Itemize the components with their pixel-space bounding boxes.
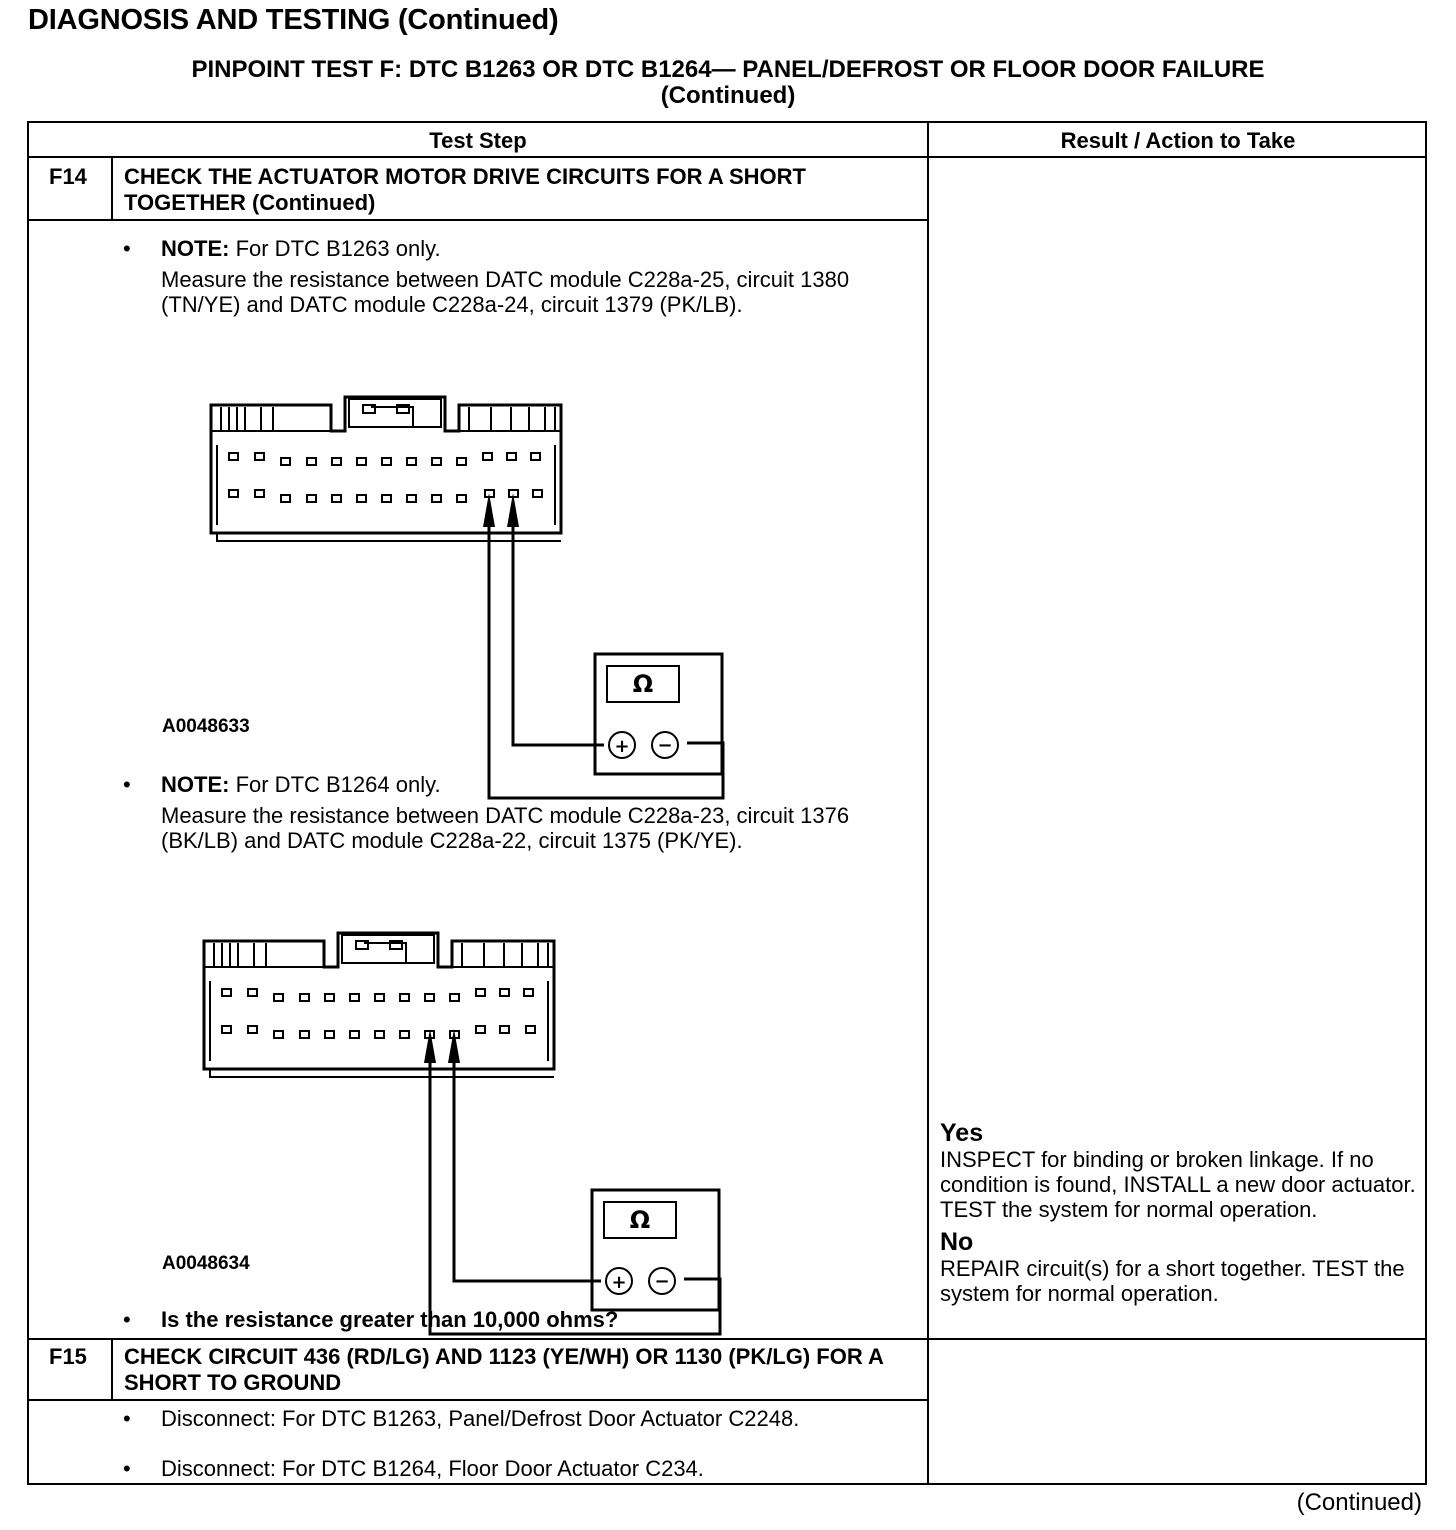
note-detail: Measure the resistance between DATC module C228a-25, circuit 1380 (TN/YE) and DATC module C228a-24, circuit 1379 (PK/LB). — [161, 267, 850, 317]
note-detail: Measure the resistance between DATC module C228a-23, circuit 1376 (BK/LB) and DATC module C228a-22, circuit 1375 (PK/YE). — [161, 803, 850, 853]
plus-terminal: + — [611, 1272, 627, 1293]
note-text: For DTC B1263 only. — [229, 236, 441, 261]
disconnect-b1263 — [123, 1406, 901, 1431]
figure-id-a0048634: A0048634 — [162, 1253, 250, 1274]
ohm-symbol: Ω — [629, 1206, 651, 1234]
bullet-marker: • — [123, 236, 131, 261]
note-label: NOTE: — [161, 236, 230, 261]
step-number-f15: F15 — [49, 1344, 87, 1369]
note-label: NOTE: — [161, 772, 230, 797]
minus-terminal: − — [657, 735, 673, 756]
result-yes-text: INSPECT for binding or broken linkage. If no condition is found, INSTALL a new door actuator. TEST the system for normal operation. — [940, 1147, 1416, 1222]
step-title-f14: CHECK THE ACTUATOR MOTOR DRIVE CIRCUITS FOR A SHORT TOGETHER (Continued) — [124, 164, 806, 215]
header-result-action: Result / Action to Take — [1060, 128, 1296, 153]
pinpoint-test-table — [27, 121, 1427, 1485]
result-yes-label: Yes — [940, 1119, 984, 1147]
minus-terminal: − — [654, 1271, 670, 1292]
note-text: For DTC B1264 only. — [229, 772, 441, 797]
resistance-question — [123, 1307, 901, 1332]
f14-end-divider — [29, 1338, 1427, 1340]
bullet-marker: • — [123, 1456, 131, 1481]
column-divider-step-f15 — [111, 1338, 113, 1401]
bullet-marker: • — [123, 1406, 131, 1431]
bullet-marker: • — [123, 1307, 131, 1332]
subtitle-line-2: (Continued) — [660, 82, 796, 109]
result-no-label: No — [940, 1228, 974, 1256]
page-title: DIAGNOSIS AND TESTING (Continued) — [28, 4, 559, 36]
result-f14 — [940, 1119, 1420, 1306]
column-divider-result — [927, 123, 929, 1485]
subtitle-line-1: PINPOINT TEST F: DTC B1263 OR DTC B1264— PANEL/DEFROST OR FLOOR DOOR FAILURE — [191, 56, 1265, 83]
f15-title-divider — [29, 1399, 927, 1401]
step-number-f14: F14 — [49, 164, 87, 189]
continued-footer: (Continued) — [1296, 1489, 1422, 1516]
question-text: Is the resistance greater than 10,000 ohms? — [161, 1307, 619, 1332]
ohm-symbol: Ω — [632, 670, 654, 698]
figure-id-a0048633: A0048633 — [162, 716, 250, 737]
disconnect-b1264 — [123, 1456, 901, 1481]
header-divider — [29, 156, 1427, 158]
result-no-text: REPAIR circuit(s) for a short together. TEST the system for normal operation. — [940, 1256, 1405, 1306]
f14-title-divider — [29, 219, 927, 221]
header-test-step: Test Step — [429, 128, 527, 153]
bullet-text: Disconnect: For DTC B1264, Floor Door Actuator C234. — [161, 1456, 704, 1481]
plus-terminal: + — [614, 736, 630, 757]
pinpoint-test-title — [28, 57, 1428, 109]
bullet-text: Disconnect: For DTC B1263, Panel/Defrost Door Actuator C2248. — [161, 1406, 800, 1431]
note-b1264 — [123, 772, 901, 853]
bullet-marker: • — [123, 772, 131, 797]
step-title-f15: CHECK CIRCUIT 436 (RD/LG) AND 1123 (YE/WH) OR 1130 (PK/LG) FOR A SHORT TO GROUND — [124, 1344, 884, 1395]
note-b1263 — [123, 236, 901, 317]
column-divider-step-f14 — [111, 158, 113, 221]
